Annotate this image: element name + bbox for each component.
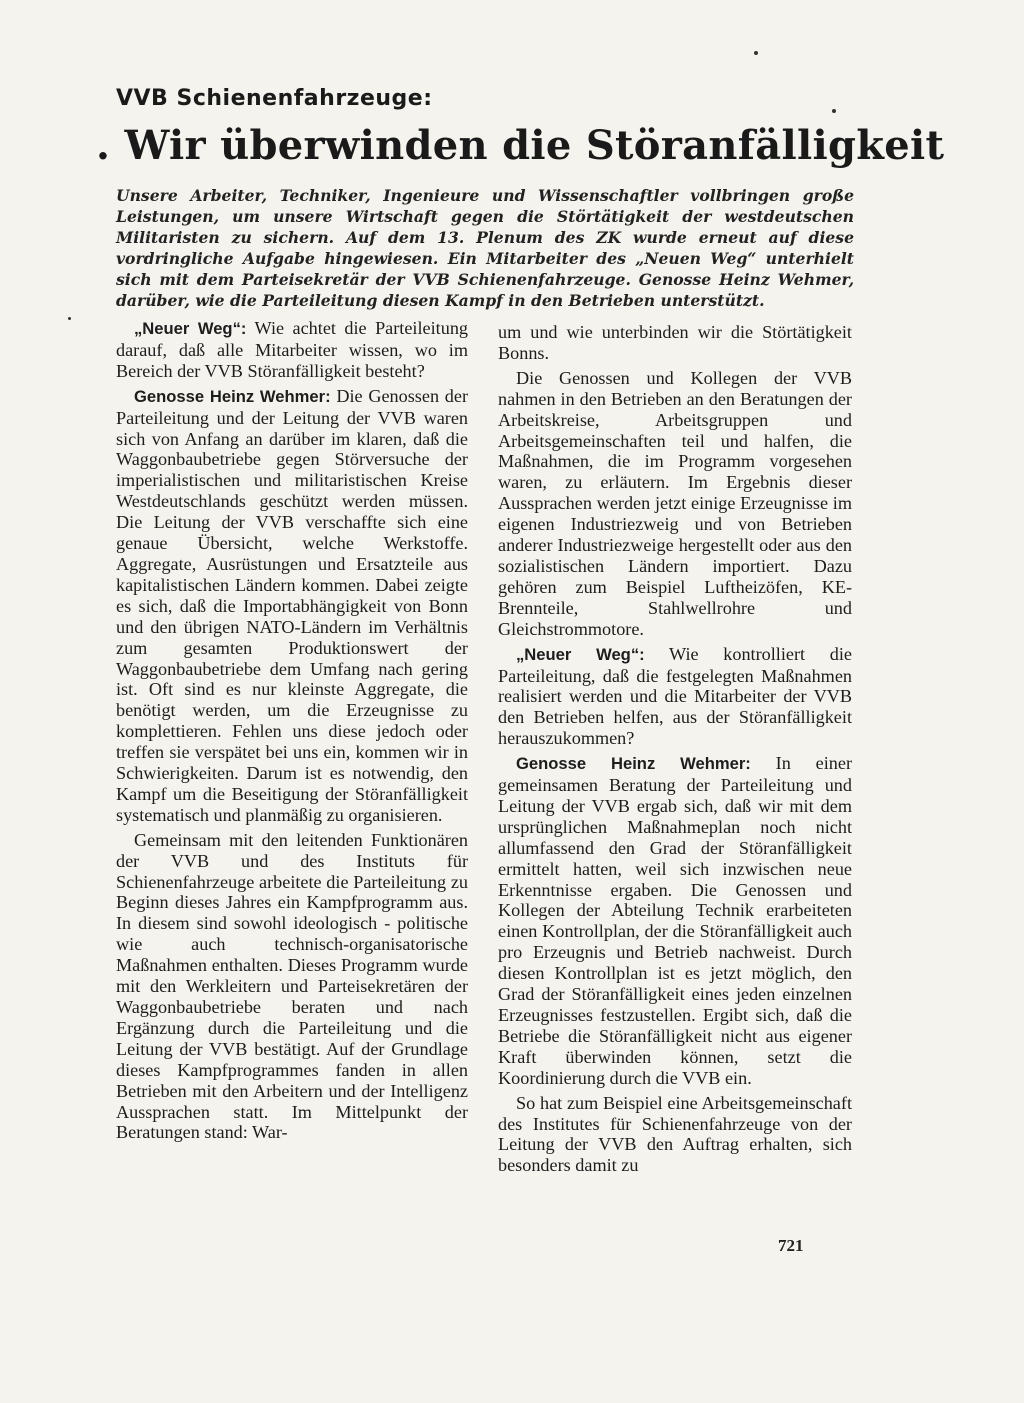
paragraph — [498, 322, 852, 364]
paragraph — [116, 318, 468, 382]
paragraph-text: Die Genossen der Parteileitung und der Leitung der VVB waren sich von Anfang an darüber im klaren, daß die Waggonbaubetriebe gegen Störversuche der imperialistischen und militaristischen Kreise Westdeutschlands geschützt werden müssen. Die Leitung der VVB verschaffte sich eine genaue Übersicht, welche Werkstoffe. Aggregate, Ausrüstungen und Ersatzteile aus kapitalistischen Ländern kommen. Dabei zeigte es sich, daß die Importabhängigkeit von Bonn und den übrigen NATO-Ländern im Verhältnis zum gesamten Produktionswert der Waggonbaubetriebe dem Umfang nach gering ist. Oft sind es nur kleinste Aggregate, die benötigt werden, um die Erzeugnisse zu komplettieren. Fehlen uns diese jedoch oder treffen sie verspätet bei uns ein, kommen wir in Schwierigkeiten. Darum ist es notwendig, den Kampf um die Beseitigung der Störanfälligkeit systematisch und planmäßig zu organisieren. — [116, 385, 468, 825]
headline-bullet: . — [96, 122, 111, 169]
paragraph — [498, 368, 852, 640]
speaker-label: Genosse Heinz Wehmer: — [516, 754, 751, 774]
ink-speck — [832, 109, 836, 113]
speaker-label: „Neuer Weg“: — [134, 319, 247, 338]
page-number: 721 — [778, 1236, 804, 1255]
article-headline-row — [96, 122, 944, 169]
paragraph — [116, 386, 468, 826]
right-text-column — [498, 322, 852, 1180]
paragraph — [498, 753, 852, 1089]
paragraph-text: So hat zum Beispiel eine Arbeitsgemeinschaft des Institutes für Schienenfahrzeuge von der Leitung der VVB den Auftrag erhalten, sich besonders damit zu — [498, 1092, 852, 1176]
ink-speck — [68, 317, 71, 320]
paragraph-text: Wie achtet die Parteileitung darauf, daß alle Mitarbeiter wissen, wo im Bereich der VVB Störanfälligkeit besteht? — [116, 318, 469, 381]
paragraph — [116, 830, 468, 1144]
paragraph — [498, 644, 852, 750]
article-kicker: VVB Schienenfahrzeuge: — [116, 86, 433, 111]
ink-speck — [754, 51, 758, 55]
paragraph-text: Die Genossen und Kollegen der VVB nahmen in den Betrieben an den Beratungen der Arbeitskreise, Arbeitsgruppen und Arbeitsgemeinschaften teil und halfen, die Maßnahmen, die im Programm vorgesehen waren, zu erläutern. Im Ergebnis dieser Aussprachen werden jetzt einige Erzeugnisse im eigenen Industriezweig und von Betrieben anderer Industriezweige hergestellt oder aus den sozialistischen Ländern importiert. Dazu gehören zum Beispiel Luftheizöfen, KE-Brennteile, Stahlwellrohre und Gleichstrommotore. — [498, 367, 852, 639]
paragraph-text: um und wie unterbinden wir die Störtätigkeit Bonns. — [498, 322, 852, 363]
speaker-label: Genosse Heinz Wehmer: — [134, 386, 331, 406]
paragraph-text: Wie kontrolliert die Parteileitung, daß die festgelegten Maßnahmen realisiert werden und die Mitarbeiter der VVB den Betrieben helfen, aus der Störanfälligkeit herauszukommen? — [498, 643, 852, 749]
speaker-label: „Neuer Weg“: — [516, 644, 645, 664]
paragraph-text: In einer gemeinsamen Beratung der Parteileitung und Leitung der VVB ergab sich, daß wir mit dem ursprünglichen Maßnahmeplan noch nicht allumfassend den Grad der Störanfälligkeit ermittelt hatten, weil sich inzwischen neue Erkenntnisse ergaben. Die Genossen und Kollegen der Abteilung Technik erarbeiteten einen Kontrollplan, der die Störanfälligkeit auch pro Erzeugnis und Betrieb nachweist. Durch diesen Kontrollplan ist es jetzt möglich, den Grad der Störanfälligkeit eines jeden einzelnen Erzeugnisses festzustellen. Ergibt sich, daß die Betriebe die Störanfälligkeit nicht aus eigener Kraft überwinden können, setzt die Koordinierung durch die VVB ein. — [498, 753, 853, 1088]
article-headline: Wir überwinden die Störanfälligkeit — [124, 122, 945, 169]
article-lead: Unsere Arbeiter, Techniker, Ingenieure und Wissenschaftler vollbringen große Leistungen, um unsere Wirtschaft gegen die Störtätigkeit der westdeutschen Militaristen zu sichern. Auf dem 13. Plenum des ZK wurde erneut auf diese vordringliche Aufgabe hingewiesen. Ein Mitarbeiter des „Neuen Weg“ unterhielt sich mit dem Parteisekretär der VVB Schienenfahrzeuge. Genosse Heinz Wehmer, darüber, wie die Parteileitung diesen Kampf in den Betrieben unterstützt. — [116, 186, 854, 310]
paragraph-text: Gemeinsam mit den leitenden Funktionären der VVB und des Instituts für Schienenfahrzeuge arbeitete die Parteileitung zu Beginn dieses Jahres ein Kampfprogramm aus. In diesem sind sowohl ideologisch - politische wie auch technisch-organisatorische Maßnahmen enthalten. Dieses Programm wurde mit den Werkleitern und Parteisekretären der Waggonbaubetriebe beraten und nach Ergänzung durch die Parteileitung und die Leitung der VVB bestätigt. Auf der Grundlage dieses Kampfprogrammes fanden in allen Betrieben mit den Arbeitern und der Intelligenz Aussprachen statt. Im Mittelpunkt der Beratungen stand: War- — [116, 829, 468, 1143]
left-text-column — [116, 318, 468, 1147]
paragraph — [498, 1093, 852, 1177]
